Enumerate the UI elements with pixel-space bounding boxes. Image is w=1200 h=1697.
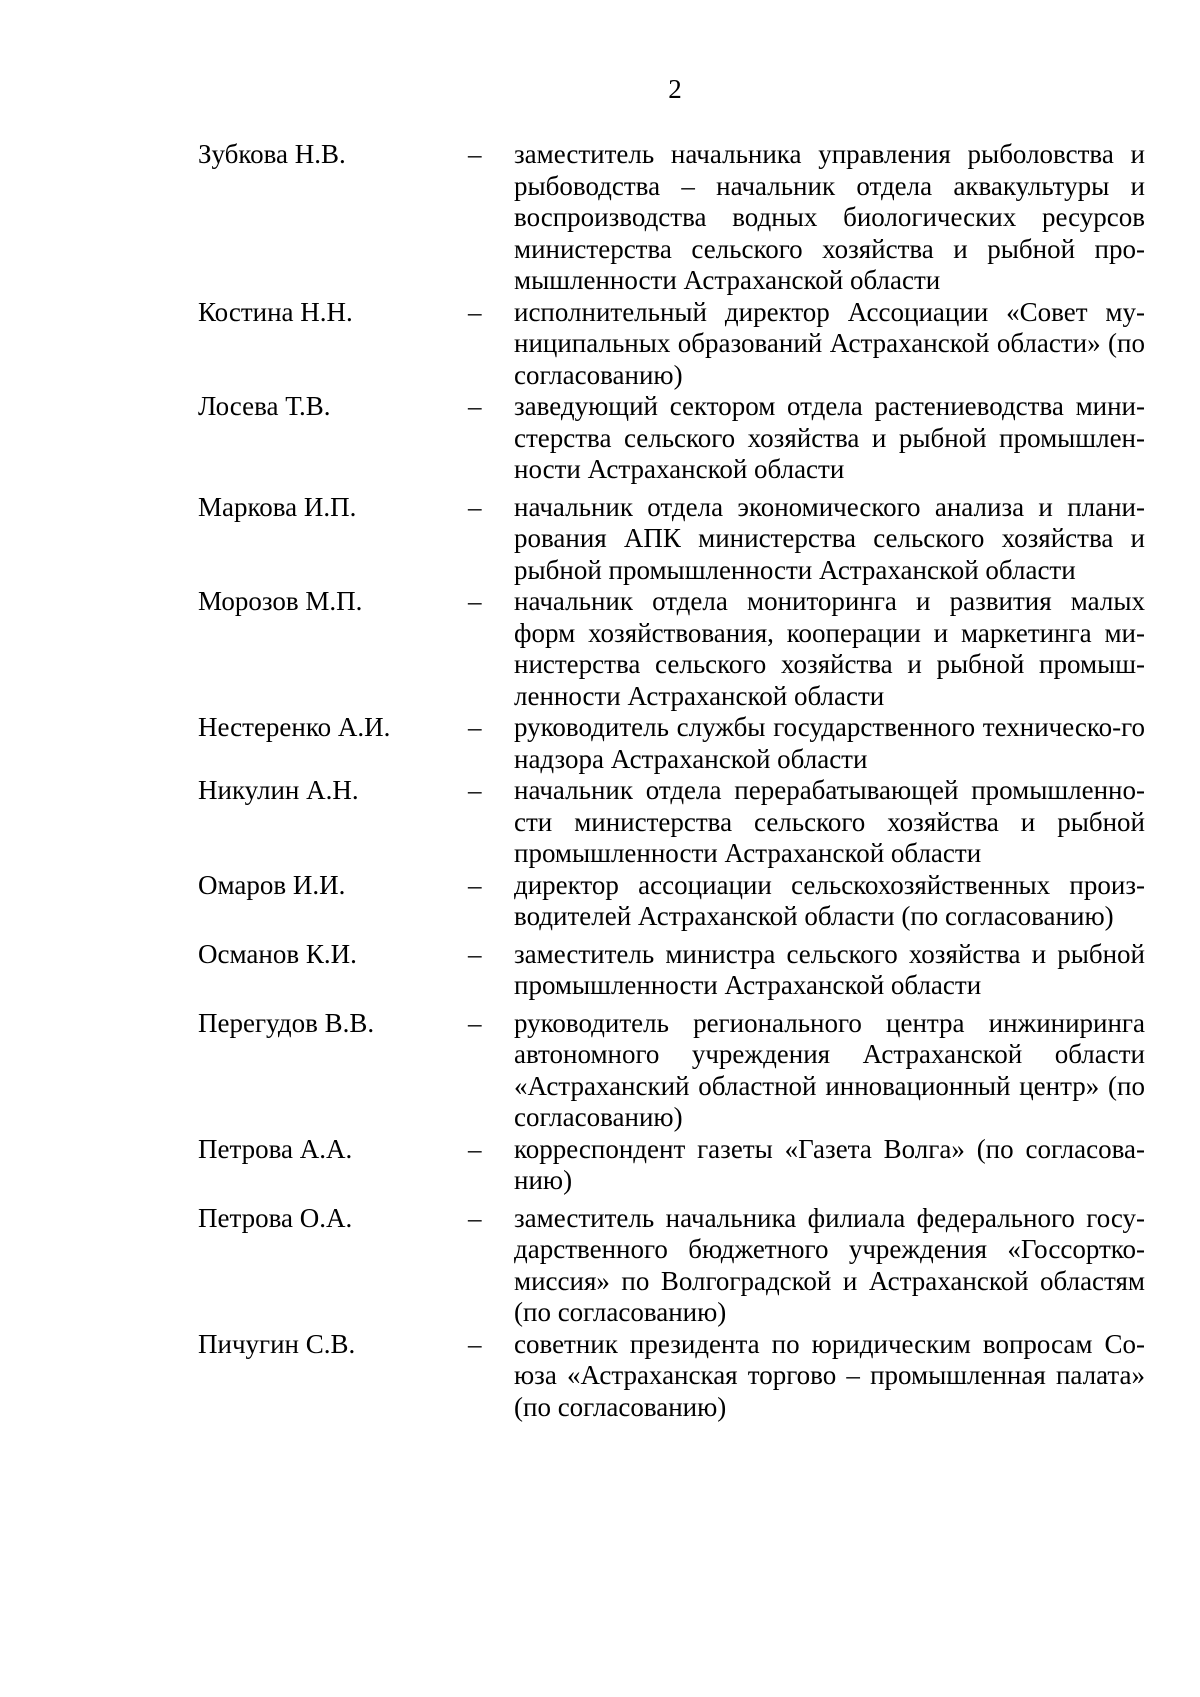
- list-item: [198, 1329, 1145, 1424]
- list-item: [198, 1203, 1145, 1329]
- member-name: Османов К.И.: [198, 938, 357, 969]
- member-name: Костина Н.Н.: [198, 296, 353, 327]
- dash-separator: –: [468, 491, 482, 522]
- dash-separator: –: [468, 712, 482, 742]
- member-position: заместитель начальника управления рыболовства и рыбоводства – начальник отдела аквакультуры и воспроизводства водных биологических ресурсов министерства сельского хозяйства и рыбной про-мышленности Астраханской области: [514, 139, 1145, 295]
- member-position: заместитель начальника филиала федерального госу-дарственного бюджетного учреждения «Госсортко-миссия» по Волгоградской и Астраханской областям (по согласованию): [514, 1202, 1145, 1327]
- member-name: Никулин А.Н.: [198, 775, 359, 805]
- member-name: Петрова А.А.: [198, 1133, 353, 1164]
- member-position: заместитель министра сельского хозяйства и рыбной промышленности Астраханской области: [514, 938, 1145, 1000]
- dash-separator: –: [468, 775, 482, 805]
- dash-separator: –: [468, 1007, 482, 1038]
- list-item: [198, 1008, 1145, 1134]
- member-name: Петрова О.А.: [198, 1202, 353, 1233]
- list-item: [198, 586, 1145, 712]
- member-position: начальник отдела мониторинга и развития малых форм хозяйствования, кооперации и маркетинга ми-нистерства сельского хозяйства и рыбной промыш-ленности Астраханской области: [514, 586, 1145, 711]
- list-item: [198, 1134, 1145, 1197]
- member-position: руководитель регионального центра инжиниринга автономного учреждения Астраханской области «Астраханский областной инновационный центр» (по согласованию): [514, 1007, 1145, 1132]
- member-name: Зубкова Н.В.: [198, 139, 346, 169]
- dash-separator: –: [468, 1133, 482, 1164]
- list-item: [198, 939, 1145, 1002]
- list-item: [198, 775, 1145, 870]
- list-item: [198, 712, 1145, 775]
- member-position: руководитель службы государственного техническо-го надзора Астраханской области: [514, 712, 1145, 774]
- member-name: Перегудов В.В.: [198, 1007, 375, 1038]
- member-position: начальник отдела перерабатывающей промышленно-сти министерства сельского хозяйства и рыбной промышленности Астраханской области: [514, 775, 1145, 868]
- list-item: [198, 870, 1145, 933]
- list-item: [198, 492, 1145, 587]
- member-name: Пичугин С.В.: [198, 1328, 356, 1359]
- member-position: заведующий сектором отдела растениеводства мини-стерства сельского хозяйства и рыбной промышлен-ности Астраханской области: [514, 391, 1145, 484]
- member-name: Морозов М.П.: [198, 586, 363, 616]
- member-position: директор ассоциации сельскохозяйственных произ-водителей Астраханской области (по согласованию): [514, 869, 1145, 931]
- list-item: [198, 297, 1145, 392]
- list-item: [198, 139, 1145, 297]
- member-name: Маркова И.П.: [198, 491, 357, 522]
- member-position: исполнительный директор Ассоциации «Совет му-ниципальных образований Астраханской области» (по согласованию): [514, 296, 1145, 390]
- member-name: Лосева Т.В.: [198, 391, 331, 421]
- member-position: советник президента по юридическим вопросам Со-юза «Астраханская торгово – промышленная палата» (по согласованию): [514, 1328, 1145, 1422]
- dash-separator: –: [468, 586, 482, 616]
- member-position: начальник отдела экономического анализа и плани-рования АПК министерства сельского хозяйства и рыбной промышленности Астраханской области: [514, 491, 1145, 585]
- member-position: корреспондент газеты «Газета Волга» (по согласова-нию): [514, 1133, 1145, 1195]
- member-list: [198, 139, 1145, 1423]
- dash-separator: –: [468, 296, 482, 327]
- dash-separator: –: [468, 139, 482, 169]
- dash-separator: –: [468, 1328, 482, 1359]
- member-name: Нестеренко А.И.: [198, 712, 391, 742]
- member-name: Омаров И.И.: [198, 869, 346, 900]
- dash-separator: –: [468, 1202, 482, 1233]
- dash-separator: –: [468, 391, 482, 421]
- dash-separator: –: [468, 869, 482, 900]
- page-number: 2: [668, 74, 682, 104]
- dash-separator: –: [468, 938, 482, 969]
- list-item: [198, 391, 1145, 486]
